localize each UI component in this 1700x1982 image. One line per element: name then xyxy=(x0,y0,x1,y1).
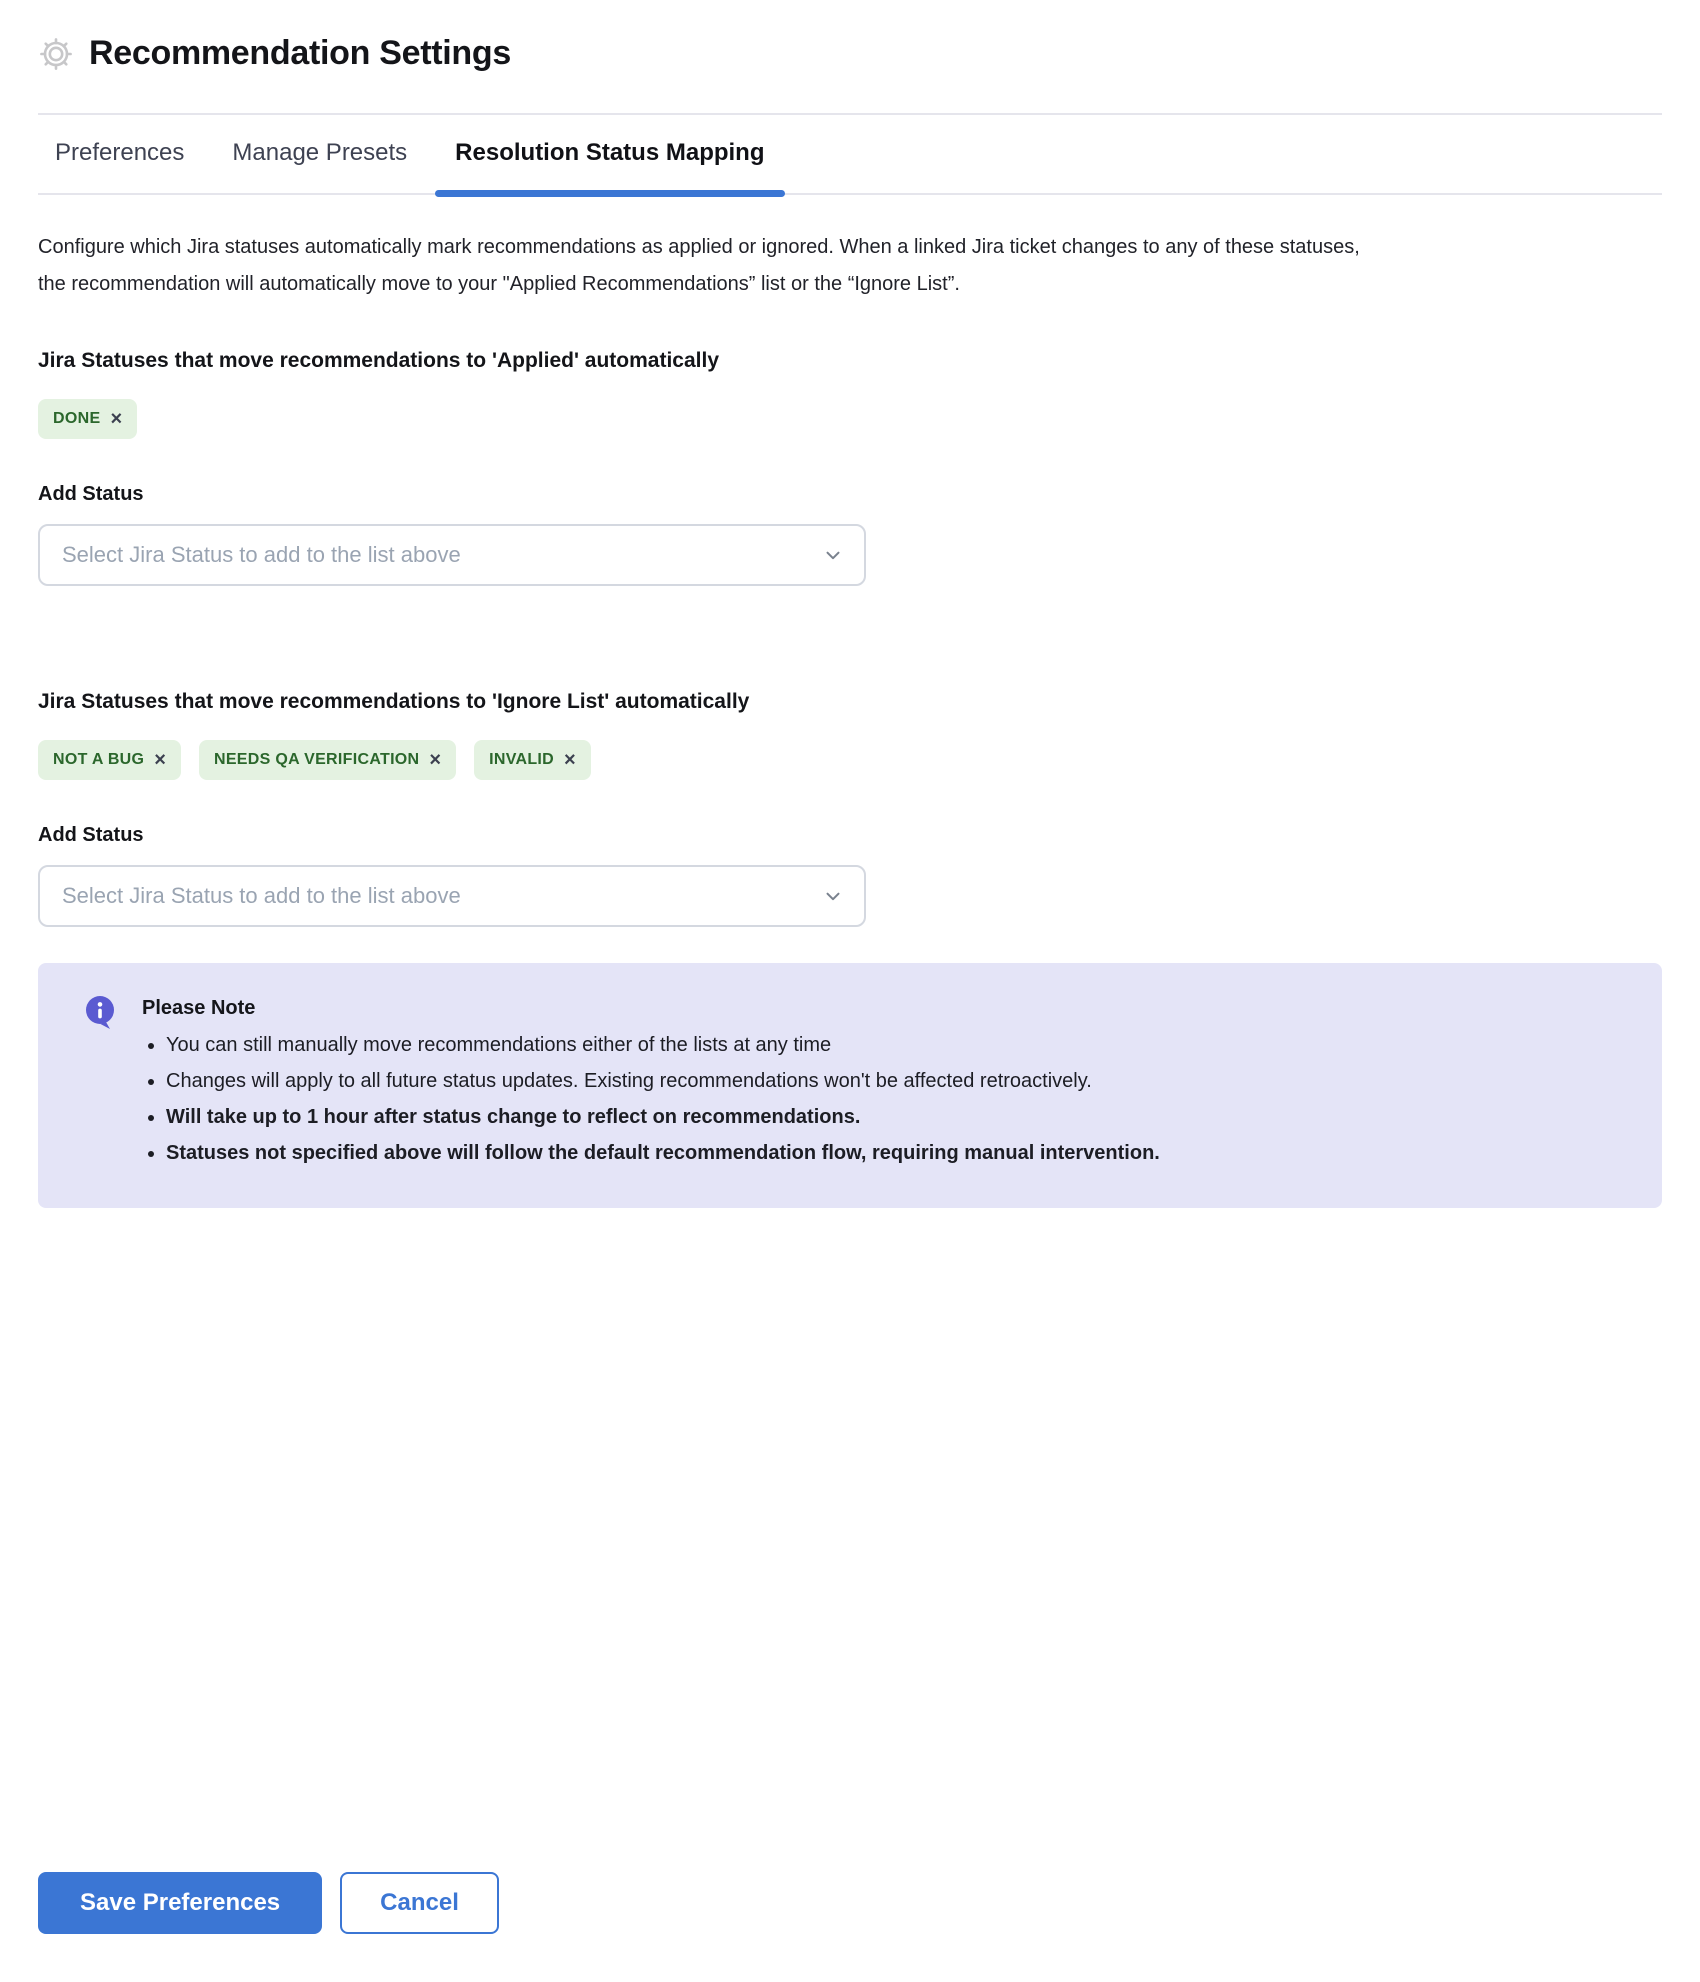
applied-section-heading: Jira Statuses that move recommendations to 'Applied' automatically xyxy=(38,349,719,372)
page-title: Recommendation Settings xyxy=(89,34,511,72)
status-tag-label: NOT A BUG xyxy=(53,751,145,768)
status-tag-label: DONE xyxy=(53,410,101,427)
ignore-tag-list xyxy=(38,740,1662,780)
page-header xyxy=(38,34,1662,73)
note-title: Please Note xyxy=(142,997,256,1019)
note-bullet: • You can still manually move recommendations either of the lists at any time xyxy=(166,1032,1628,1058)
status-tag-label: INVALID xyxy=(489,751,555,768)
status-tag xyxy=(38,740,181,780)
remove-tag-icon[interactable]: × xyxy=(429,749,442,771)
gear-icon xyxy=(38,36,74,72)
tab-resolution-status-mapping[interactable]: Resolution Status Mapping xyxy=(455,115,764,193)
cancel-button[interactable]: Cancel xyxy=(340,1872,499,1934)
remove-tag-icon[interactable]: × xyxy=(564,749,576,771)
tab-preferences[interactable]: Preferences xyxy=(55,139,185,166)
note-bullet-list xyxy=(142,1032,1628,1166)
remove-tag-icon[interactable]: × xyxy=(154,749,166,771)
please-note-callout xyxy=(38,963,1662,1208)
footer-actions xyxy=(38,1872,499,1934)
info-icon xyxy=(84,995,118,1031)
status-tag xyxy=(199,740,456,780)
status-tag xyxy=(474,740,591,780)
applied-tag-list xyxy=(38,399,1662,439)
applied-status-select[interactable] xyxy=(38,524,866,586)
note-content xyxy=(142,993,1628,1166)
tab-manage-presets[interactable]: Manage Presets xyxy=(232,139,408,166)
ignore-select-placeholder: Select Jira Status to add to the list above xyxy=(62,883,461,908)
remove-tag-icon[interactable]: × xyxy=(110,408,123,430)
chevron-down-icon xyxy=(822,544,844,566)
status-tag-label: NEEDS QA VERIFICATION xyxy=(213,751,420,768)
note-bullet: • Will take up to 1 hour after status change to reflect on recommendations. xyxy=(166,1104,1628,1130)
applied-add-status-label: Add Status xyxy=(38,483,144,505)
chevron-down-icon xyxy=(822,885,844,907)
note-bullet: • Statuses not specified above will follow the default recommendation flow, requiring manual intervention. xyxy=(166,1140,1628,1166)
tab-bar xyxy=(38,115,1662,195)
ignore-section-heading: Jira Statuses that move recommendations to 'Ignore List' automatically xyxy=(38,690,750,713)
note-bullet: • Changes will apply to all future status updates. Existing recommendations won't be affected retroactively. xyxy=(166,1068,1628,1094)
ignore-add-status-label: Add Status xyxy=(38,824,144,846)
page-description: Configure which Jira statuses automatically mark recommendations as applied or ignored. When a linked Jira ticket changes to any of these statuses, the recommendation will automatically move to your "Applied Recommendations” list or the “Ignore List”. xyxy=(38,236,1360,295)
ignore-status-select[interactable] xyxy=(38,865,866,927)
status-tag xyxy=(38,399,137,439)
applied-select-placeholder: Select Jira Status to add to the list above xyxy=(62,542,461,567)
save-preferences-button[interactable]: Save Preferences xyxy=(38,1872,322,1934)
